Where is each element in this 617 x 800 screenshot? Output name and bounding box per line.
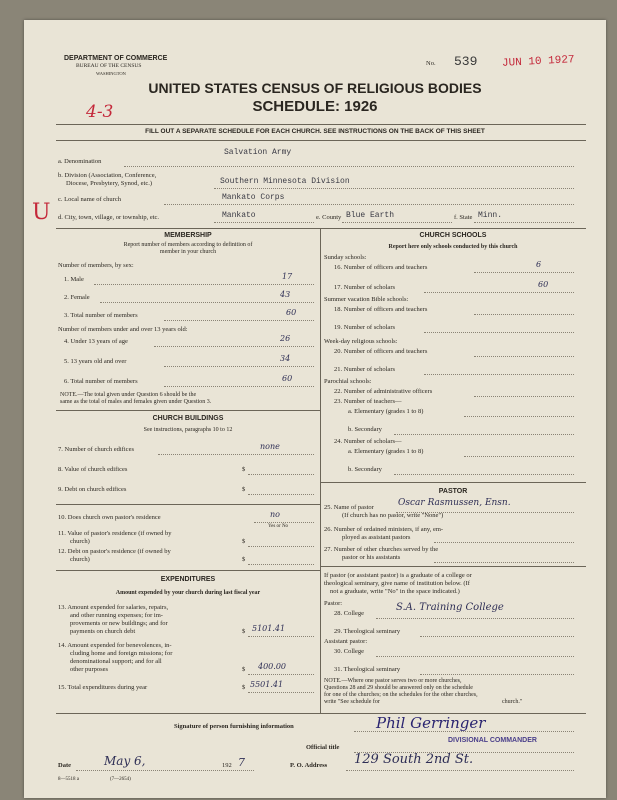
schools-intro: Report here only schools conducted by this church: [388, 244, 518, 250]
q15-dollar: $: [242, 684, 246, 691]
q12-label-2: church): [70, 556, 90, 563]
census-schedule-sheet: [24, 20, 606, 798]
year-prefix: 192: [222, 762, 232, 769]
q9-dollar: $: [242, 486, 246, 493]
q10-residence-label: 10. Does church own pastor's residence: [58, 514, 161, 521]
form-number: 8—5518 a: [58, 777, 79, 782]
pastor-note-3: for one of the churches; on the schedules for the other churches,: [324, 692, 478, 698]
red-u-mark: U: [32, 200, 51, 225]
q21-label: 21. Number of scholars: [334, 366, 396, 373]
membership-intro-1: Report number of members according to definition of: [123, 242, 253, 248]
denomination-field[interactable]: Salvation Army: [224, 148, 292, 157]
official-title-stamp[interactable]: DIVISIONAL COMMANDER: [448, 737, 537, 744]
q14-label-1: 14. Amount expended for benevolences, in-: [58, 642, 172, 649]
q7-edifices-value[interactable]: none: [260, 442, 280, 451]
po-address-value[interactable]: 129 South 2nd St.: [354, 752, 474, 767]
q22-label: 22. Number of administrative officers: [334, 388, 433, 395]
q25-hint: (If church has no pastor, write "None"): [342, 512, 444, 519]
q1-male-value[interactable]: 17: [282, 272, 293, 281]
assistant-sub-label: Assistant pastor:: [324, 638, 368, 645]
q31-label: 31. Theological seminary: [334, 666, 401, 673]
q13-label-3: provements or new buildings; and for: [70, 620, 168, 627]
q2-female-label: 2. Female: [64, 294, 90, 301]
city-field[interactable]: Mankato: [222, 211, 256, 220]
q14-label-4: other purposes: [70, 666, 109, 673]
q20-label: 20. Number of officers and teachers: [334, 348, 428, 355]
instruction-line: FILL OUT A SEPARATE SCHEDULE FOR EACH CHURCH. SEE INSTRUCTIONS ON THE BACK OF THIS SHEET: [145, 128, 485, 135]
division-field[interactable]: Southern Minnesota Division: [220, 177, 350, 186]
graduate-instr-2: theological seminary, give name of institution below. (If: [324, 580, 470, 587]
q26-label-1: 26. Number of ordained ministers, if any, em-: [324, 526, 444, 533]
q12-dollar: $: [242, 556, 246, 563]
q13-label-1: 13. Amount expended for salaries, repairs,: [58, 604, 169, 611]
q13-dollar: $: [242, 628, 246, 635]
pastor-note-1: NOTE.—Where one pastor serves two or more churches,: [324, 678, 462, 684]
signature-value[interactable]: Phil Gerringer: [376, 714, 486, 732]
q11-label-1: 11. Value of pastor's residence (if owned by: [58, 530, 172, 537]
division-label-1: b. Division (Association, Conference,: [58, 172, 157, 179]
q6-total-value[interactable]: 60: [282, 374, 293, 383]
q28-label: 28. College: [334, 610, 364, 617]
q10-residence-value[interactable]: no: [270, 510, 280, 519]
weekday-schools-label: Week-day religious schools:: [324, 338, 398, 345]
q5-over13-label: 5. 13 years old and over: [64, 358, 127, 365]
q26-label-2: ployed as assistant pastors: [342, 534, 411, 541]
received-date-stamp: JUN 10 1927: [501, 54, 575, 70]
q13-value[interactable]: 5101.41: [252, 624, 286, 633]
pastor-sub-label: Pastor:: [324, 600, 343, 607]
q24b-label: b. Secondary: [348, 466, 382, 473]
county-field[interactable]: Blue Earth: [346, 211, 395, 220]
q6-total-label: 6. Total number of members: [64, 378, 138, 385]
schedule-no-label: No.: [426, 60, 436, 67]
q24-label: 24. Number of scholars—: [334, 438, 402, 445]
official-title-label: Official title: [306, 744, 340, 751]
membership-intro-2: member in your church: [159, 249, 217, 255]
form-number-2: (7—2654): [110, 777, 131, 782]
q23b-label: b. Secondary: [348, 426, 382, 433]
pastor-note-4: write "See schedule for: [324, 699, 380, 705]
q5-over13-value[interactable]: 34: [280, 354, 291, 363]
q28-college-value[interactable]: S.A. Training College: [396, 602, 504, 613]
membership-note-1: NOTE.—The total given under Question 6 should be the: [60, 392, 197, 398]
q15-value[interactable]: 5501.41: [250, 680, 284, 689]
pastor-note-5: church.": [502, 699, 523, 705]
q16-value[interactable]: 6: [536, 260, 542, 269]
q29-label: 29. Theological seminary: [334, 628, 401, 635]
summer-schools-label: Summer vacation Bible schools:: [324, 296, 409, 303]
q7-edifices-label: 7. Number of church edifices: [58, 446, 134, 453]
membership-note-2: same as the total of males and females given under Question 3.: [60, 399, 212, 405]
form-title: UNITED STATES CENSUS OF RELIGIOUS BODIES: [148, 80, 482, 96]
schools-heading: CHURCH SCHOOLS: [419, 232, 487, 239]
dept-label: DEPARTMENT OF COMMERCE: [64, 55, 168, 62]
q13-label-2: and other running expenses; for im-: [70, 612, 163, 619]
q18-label: 18. Number of officers and teachers: [334, 306, 428, 313]
po-address-label: P. O. Address: [290, 762, 328, 769]
q17-value[interactable]: 60: [538, 280, 549, 289]
schedule-number: 539: [454, 54, 478, 69]
pastor-note-2: Questions 28 and 29 should be answered only on the schedule: [324, 685, 473, 691]
sunday-schools-label: Sunday schools:: [324, 254, 367, 261]
denomination-label: a. Denomination: [58, 158, 102, 165]
q27-label-2: pastor or his assistants: [342, 554, 401, 561]
q2-female-value[interactable]: 43: [280, 290, 291, 299]
q8-dollar: $: [242, 466, 246, 473]
q27-label-1: 27. Number of other churches served by the: [324, 546, 439, 553]
state-label: f. State: [454, 214, 473, 221]
q3-total-value[interactable]: 60: [286, 308, 297, 317]
q11-dollar: $: [242, 538, 246, 545]
q23-label: 23. Number of teachers—: [334, 398, 402, 405]
local-name-label: c. Local name of church: [58, 196, 121, 203]
q12-label-1: 12. Debt on pastor's residence (if owned by: [58, 548, 171, 555]
date-label: Date: [58, 762, 71, 769]
signature-label: Signature of person furnishing information: [174, 723, 294, 730]
members-by-age-label: Number of members under and over 13 years old:: [58, 326, 188, 333]
form-subtitle: SCHEDULE: 1926: [252, 98, 378, 115]
q23a-label: a. Elementary (grades 1 to 8): [348, 408, 424, 415]
q14-value[interactable]: 400.00: [258, 662, 286, 671]
q9-debt-label: 9. Debt on church edifices: [58, 486, 127, 493]
q3-total-label: 3. Total number of members: [64, 312, 138, 319]
q13-label-4: payments on church debt: [70, 628, 136, 635]
q10-hint: Yes or No: [268, 524, 289, 529]
expenditures-intro: Amount expended by your church during last fiscal year: [115, 590, 261, 596]
red-code-mark: 4-3: [86, 102, 114, 122]
q1-male-label: 1. Male: [64, 276, 84, 283]
q14-dollar: $: [242, 666, 246, 673]
buildings-heading: CHURCH BUILDINGS: [152, 415, 224, 422]
q8-value-label: 8. Value of church edifices: [58, 466, 128, 473]
membership-heading: MEMBERSHIP: [164, 232, 212, 239]
q19-label: 19. Number of scholars: [334, 324, 396, 331]
division-label-2: Diocese, Presbytery, Synod, etc.): [66, 180, 153, 187]
q24a-label: a. Elementary (grades 1 to 8): [348, 448, 424, 455]
q16-label: 16. Number of officers and teachers: [334, 264, 428, 271]
q11-label-2: church): [70, 538, 90, 545]
q4-under13-value[interactable]: 26: [280, 334, 291, 343]
q14-label-2: cluding home and foreign missions; for: [70, 650, 173, 657]
parochial-schools-label: Parochial schools:: [324, 378, 372, 385]
bureau-label: BUREAU OF THE CENSUS: [76, 63, 142, 69]
q30-label: 30. College: [334, 648, 364, 655]
buildings-intro: See instructions, paragraphs 10 to 12: [143, 427, 233, 433]
expenditures-heading: EXPENDITURES: [160, 576, 216, 583]
q25-pastor-name[interactable]: Oscar Rasmussen, Ensn.: [398, 498, 511, 508]
graduate-instr-1: If pastor (or assistant pastor) is a graduate of a college or: [324, 572, 472, 579]
q17-label: 17. Number of scholars: [334, 284, 396, 291]
county-label: e. County: [316, 214, 342, 221]
local-name-field[interactable]: Mankato Corps: [222, 193, 285, 202]
date-value[interactable]: May 6,: [104, 754, 146, 768]
year-value[interactable]: 7: [238, 756, 245, 769]
members-by-sex-label: Number of members, by sex:: [58, 262, 134, 269]
graduate-instr-3: not a graduate, write "No" in the space indicated.): [330, 588, 460, 595]
city-label: WASHINGTON: [96, 71, 126, 76]
pastor-heading: PASTOR: [438, 488, 468, 495]
city-label-field: d. City, town, village, or township, etc.: [58, 214, 160, 221]
q25-label: 25. Name of pastor: [324, 504, 374, 511]
q14-label-3: denominational support; and for all: [70, 658, 162, 665]
q4-under13-label: 4. Under 13 years of age: [64, 338, 128, 345]
q15-label: 15. Total expenditures during year: [58, 684, 148, 691]
state-field[interactable]: Minn.: [478, 211, 503, 220]
